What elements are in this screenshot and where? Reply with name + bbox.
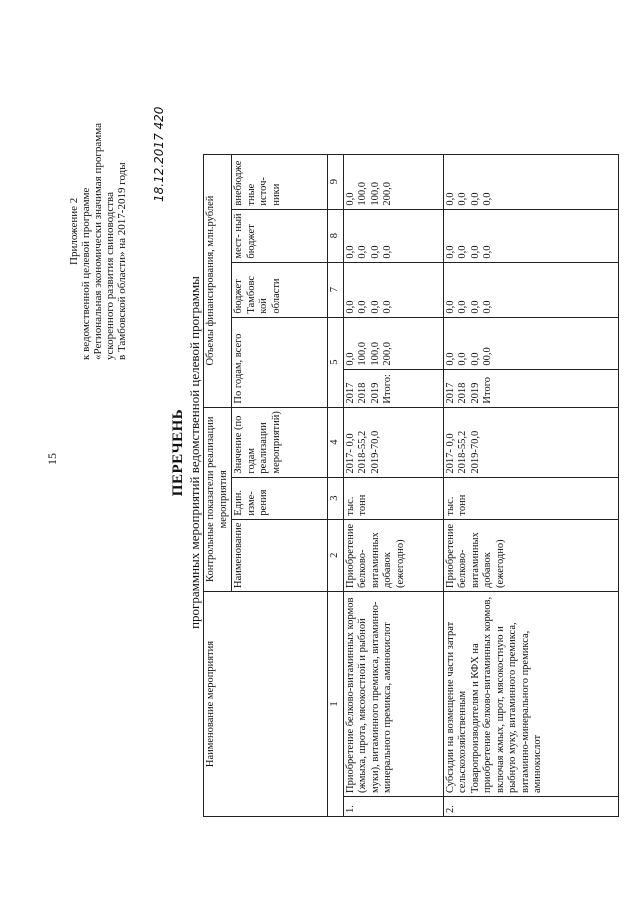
- unit-text: тыс. тонн: [443, 477, 618, 519]
- regional-values: 0,0 0,0 0,0 0,0: [443, 262, 618, 317]
- header-local: мест- ный бюджет: [232, 209, 328, 262]
- appendix-block: [68, 123, 128, 360]
- handwritten-date-number: 18.12.2017 420: [152, 106, 166, 202]
- table-row: [343, 154, 443, 816]
- header-volumes: Объемы финансирования, млн.рублей: [204, 154, 232, 407]
- total-values: 0,0 0,0 0,0 00,0: [443, 317, 618, 369]
- col-number: 1: [328, 592, 344, 817]
- col-number: 7: [328, 262, 344, 317]
- col-number: 8: [328, 209, 344, 262]
- header-by-years: По годам, всего: [232, 317, 328, 407]
- col-number: 2: [328, 519, 344, 591]
- page-number: 15: [45, 453, 59, 465]
- extra-values: 0,0 0,0 0,0 0,0: [443, 154, 618, 209]
- row-number: 1.: [343, 797, 443, 817]
- unit-text: тыс. тонн: [343, 477, 443, 519]
- header-measure: Наименование мероприятия: [204, 592, 328, 817]
- years-list: 2017 2018 2019 Итого: [443, 369, 618, 407]
- header-name: Наименование: [232, 519, 328, 591]
- appendix-line: в Тамбовской области» на 2017-2019 годы: [116, 162, 128, 360]
- document-title: ПЕРЕЧЕНЬ: [170, 408, 186, 497]
- col-number: 5: [328, 317, 344, 407]
- appendix-line: к ведомственной целевой программе: [80, 187, 92, 360]
- col-number: 9: [328, 154, 344, 209]
- appendix-line: Приложение 2: [68, 197, 80, 265]
- regional-values: 0,0 0,0 0,0 0,0: [343, 262, 443, 317]
- document-subtitle: программных мероприятий ведомственной целевой программы: [187, 276, 202, 629]
- col-number: 3: [328, 477, 344, 519]
- col-number: 4: [328, 407, 344, 477]
- measures-table: [203, 154, 619, 817]
- local-values: 0,0 0,0 0,0 0,0: [443, 209, 618, 262]
- table-row: [443, 154, 618, 816]
- year-values: 2017- 0,0 2018-55,2 2019-70,0: [343, 407, 443, 477]
- header-control: Контрольные показатели реализации мероприятия: [204, 407, 232, 591]
- appendix-line: ускоренного развития свиноводства: [104, 192, 116, 360]
- header-value: Значение (по годам реализации мероприятий): [232, 407, 328, 477]
- measure-text: Приобретение белково-витаминных кормов (жмыха, шрота, мясокостной и рыбной муки), витаминного премикса, витаминно-минерального премикса, аминокислот: [343, 592, 443, 797]
- appendix-line: «Региональная экономически значимая программа: [92, 123, 104, 360]
- indicator-text: Приобретение белково- витаминных добавок (ежегодно): [443, 519, 618, 591]
- total-values: 0,0 100,0 100,0 200,0: [343, 317, 443, 369]
- indicator-text: Приобретение белково- витаминных добавок (ежегодно): [343, 519, 443, 591]
- extra-values: 0,0 100,0 100,0 200,0: [343, 154, 443, 209]
- measure-text: Субсидии на возмещение части затрат сельскохозяйственным Товаропроизводителям и КФХ на приобретение белково-витаминных кормов, включая жмых, шрот, мясокостную и рыбную муку, витаминного премикса, витаминно-минерального премикса, аминокислот: [443, 592, 618, 797]
- local-values: 0,0 0,0 0,0 0,0: [343, 209, 443, 262]
- years-list: 2017 2018 2019 Итого:: [343, 369, 443, 407]
- year-values: 2017- 0,0 2018-55,2 2019-70,0: [443, 407, 618, 477]
- header-regional: бюджет Тамбовс кой области: [232, 262, 328, 317]
- header-unit: Един. изме- рения: [232, 477, 328, 519]
- row-number: 2.: [443, 797, 618, 817]
- header-extra: внебюдже тные источ- ники: [232, 154, 328, 209]
